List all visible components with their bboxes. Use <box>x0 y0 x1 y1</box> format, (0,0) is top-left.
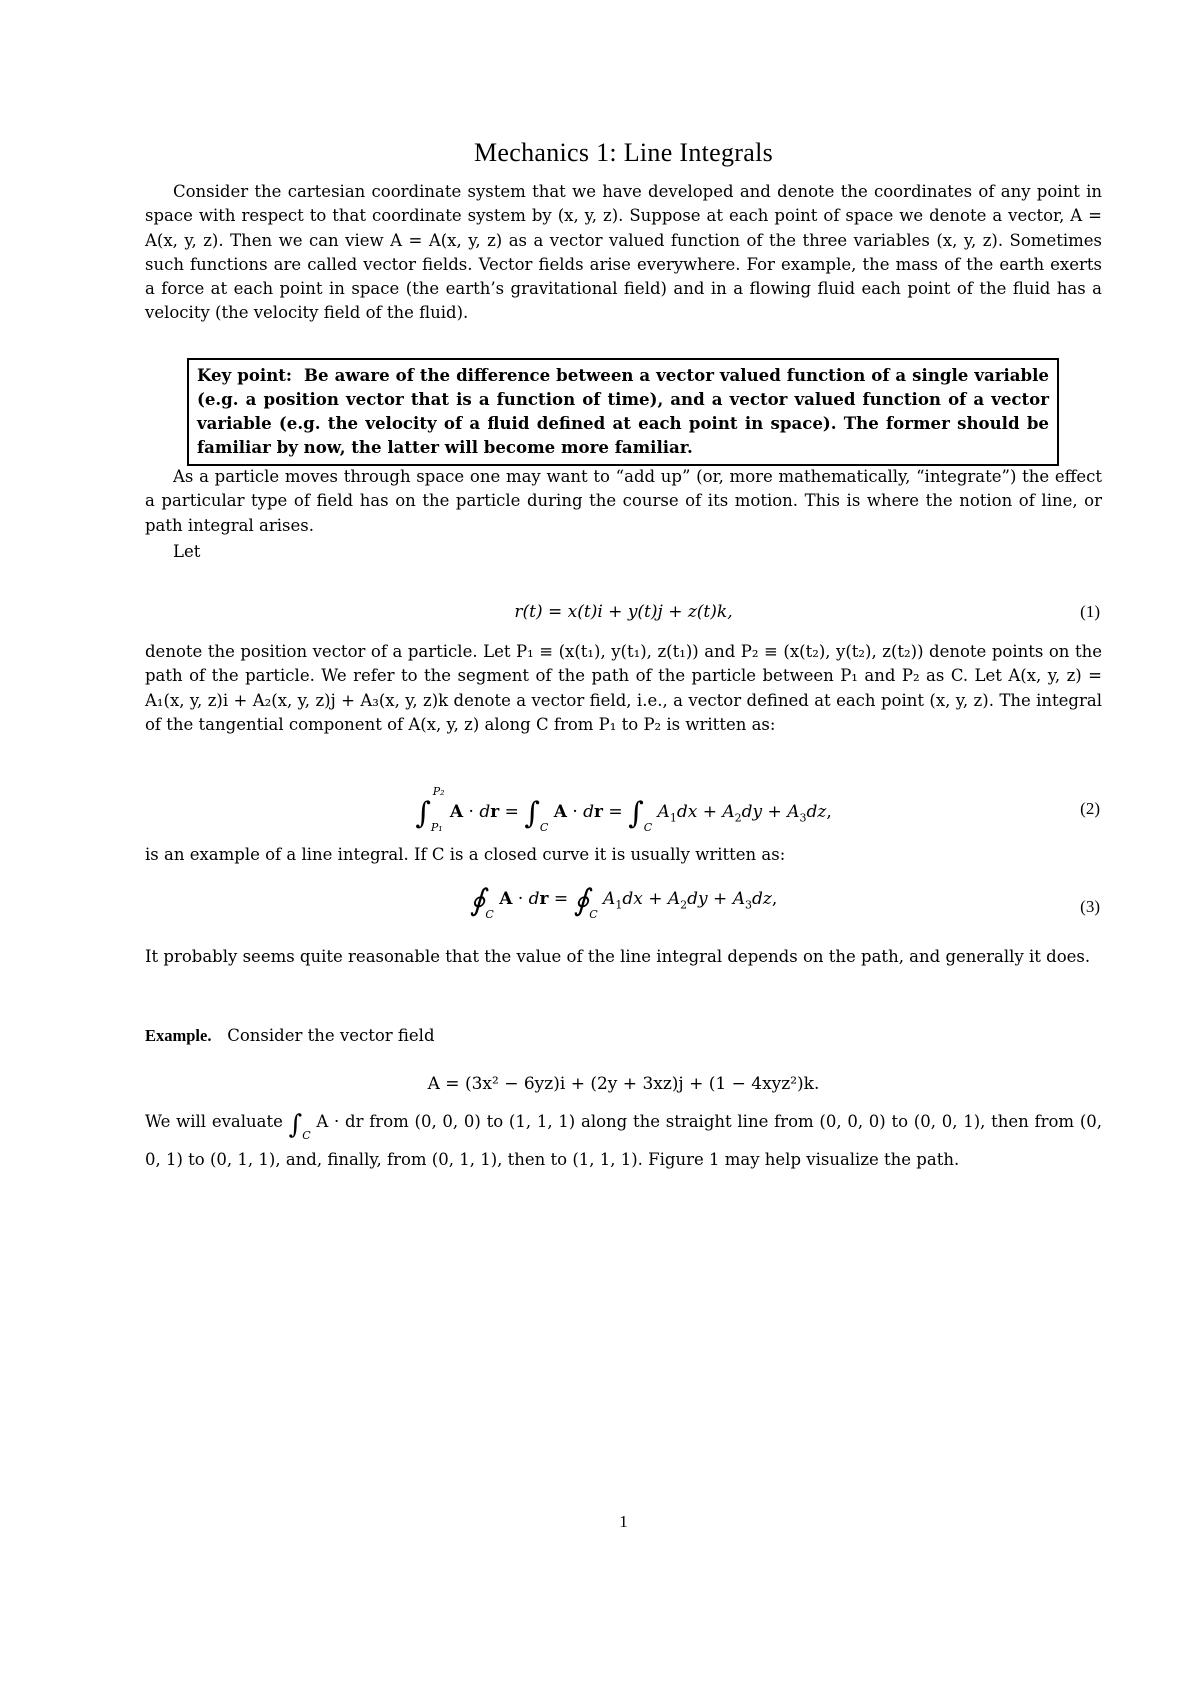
equation-3 <box>145 883 1102 939</box>
intro-paragraph <box>145 180 1102 326</box>
path-dependence-paragraph <box>145 945 1102 969</box>
position-vector-text: denote the position vector of a particle. Let P₁ ≡ (x(t₁), y(t₁), z(t₁)) and P₂ ≡ (x(t₂), y(t₂), z(t₂)) denote points on the path of the particle. We refer to the segment of the path of the particle between P₁ and P₂ as C. Let A(x, y, z) = A₁(x, y, z)i + A₂(x, y, z)j + A₃(x, y, z)k denote a vector field, i.e., a vector defined at each point (x, y, z). The integral of the tangential component of A(x, y, z) along C from P₁ to P₂ is written as: <box>145 642 1102 734</box>
equation-3-body: $∮_C$ A · dr = $∮_C$ $A_1dx + A_2dy + A_3dz$, <box>469 883 778 921</box>
equation-4-body: A = (3x² − 6yz)i + (2y + 3xz)j + (1 − 4xyz²)k. <box>427 1074 820 1094</box>
integration-paragraph <box>145 465 1102 564</box>
equation-1-body: r(t) = x(t)i + y(t)j + z(t)k, <box>514 602 733 622</box>
closed-curve-paragraph <box>145 843 1102 867</box>
document-page <box>145 0 1102 1698</box>
example-label: Example. <box>145 1026 212 1045</box>
evaluation-text: We will evaluate $\int_C$ A · dr from (0, 0, 0) to (1, 1, 1) along the straight line from (0, 0, 0) to (0, 0, 1), then from (0, 0, 1) to (0, 1, 1), and, finally, from (0, 1, 1), then to (1, 1, 1). Figure 1 may help visualize the path. <box>145 1110 1103 1170</box>
path-dependence-text: It probably seems quite reasonable that the value of the line integral depends on the path, and generally it does. <box>145 947 1091 966</box>
equation-4 <box>145 1074 1102 1114</box>
integration-text: As a particle moves through space one may want to “add up” (or, more mathematically, “integrate”) the effect a particular type of field has on the particle during the course of its motion. This is where the notion of line, or path integral arises. <box>145 467 1102 535</box>
equation-2 <box>145 785 1102 841</box>
let-text: Let <box>173 541 201 561</box>
position-vector-paragraph <box>145 640 1102 737</box>
key-point-paragraph <box>197 363 1049 459</box>
equation-2-body: $\int_{P_1}^{P_2}$ A · dr = $\int_C$ A · dr = $\int_C$ $A_1dx + A_2dy + A_3dz$, <box>415 785 832 834</box>
closed-curve-text: is an example of a line integral. If C is a closed curve it is usually written as: <box>145 845 786 864</box>
example-line <box>145 1024 1102 1048</box>
page-number: 1 <box>619 1512 628 1531</box>
evaluation-paragraph <box>145 1110 1102 1173</box>
intro-text: Consider the cartesian coordinate system that we have developed and denote the coordinates of any point in space with respect to that coordinate system by (x, y, z). Suppose at each point of space we denote a vector, A = A(x, y, z). Then we can view A = A(x, y, z) as a vector valued function of the three variables (x, y, z). Sometimes such functions are called vector fields. Vector fields arise everywhere. For example, the mass of the earth exerts a force at each point in space (the earth’s gravitational field) and in a flowing fluid each point of the fluid has a velocity (the velocity field of the fluid). <box>145 182 1102 323</box>
equation-1-number: (1) <box>1080 602 1100 621</box>
example-text: Consider the vector field <box>227 1026 435 1045</box>
key-point-box <box>187 358 1059 466</box>
page-title: Mechanics 1: Line Integrals <box>473 138 774 167</box>
example-paragraph <box>145 1024 1102 1048</box>
equation-1 <box>145 602 1102 642</box>
equation-2-number: (2) <box>1080 799 1100 818</box>
equation-3-number: (3) <box>1080 897 1100 916</box>
key-point-text: Be aware of the difference between a vector valued function of a single variable (e.g. a position vector that is a function of time), and a vector valued function of a vector variable (e.g. the velocity of a fluid defined at each point in space). The former should be familiar by now, the latter will become more familiar. <box>197 365 1049 457</box>
key-point-label: Key point: <box>197 365 293 385</box>
